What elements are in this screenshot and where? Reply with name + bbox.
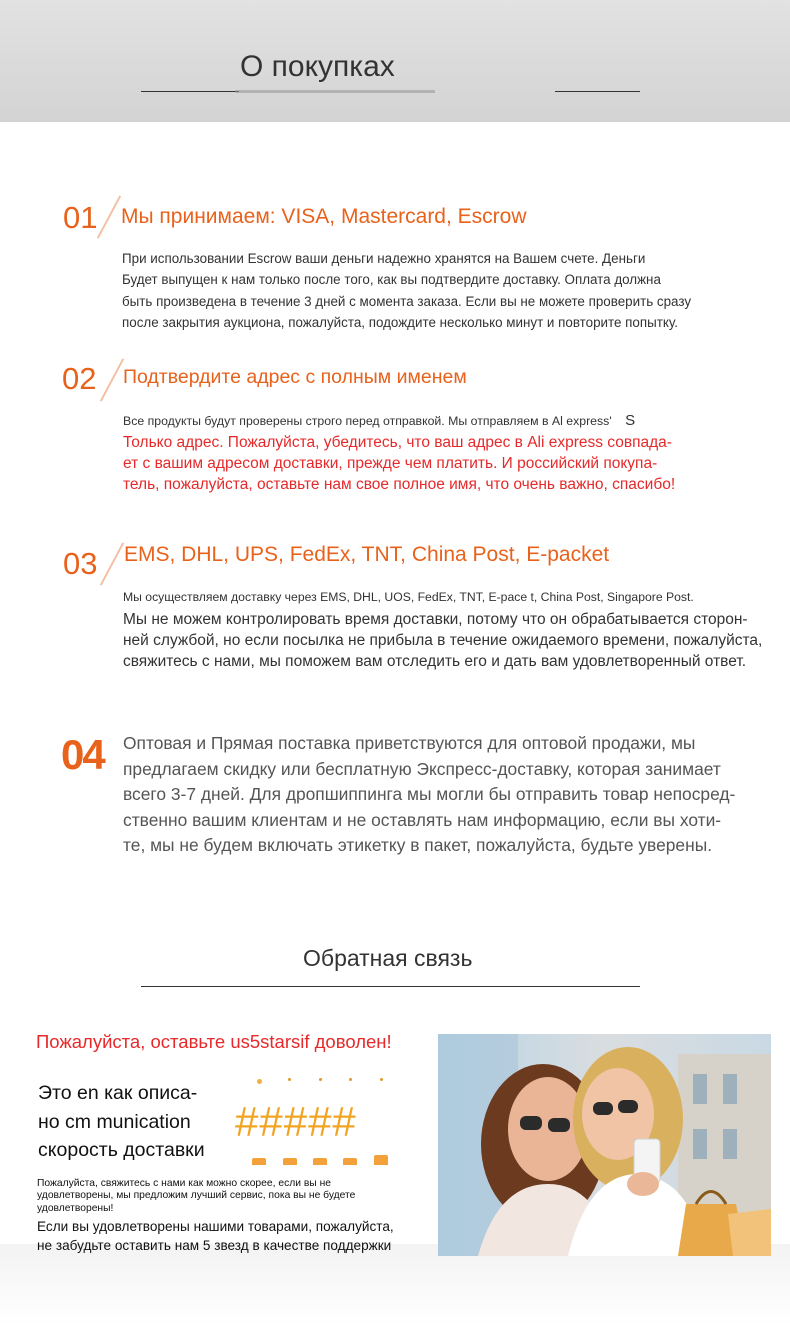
note-line: удовлетворены! [37,1202,114,1214]
body-line: Мы не можем контролировать время доставки, потому что он обрабатывается сторон- [123,611,748,628]
body-line: Только адрес. Пожалуйста, убедитесь, что ваш адрес в Ali express совпада- [123,434,672,451]
body-line-suffix: S [625,412,636,429]
body-line: Будет выпущен к нам только после того, как вы подтвердите доставку. Оплата должна [122,272,661,288]
section-number: 01 [63,200,98,235]
note-line: удовлетворены, мы предложим лучший сервис, пока вы не будете [37,1190,356,1202]
header-line-right [555,91,640,92]
section-title: EMS, DHL, UPS, FedEx, TNT, China Post, E-packet [124,543,610,566]
star-icon [343,1158,357,1165]
body-line: ет с вашим адресом доставки, прежде чем платить. И российский покупа- [123,455,658,472]
star-dot [288,1078,291,1081]
section-body [123,731,735,859]
section-number-clip [61,731,104,779]
body-line: после закрытия аукциона, пожалуйста, подождите несколько минут и повторите попытку. [122,314,678,330]
rating-label: скорость доставки [38,1139,205,1161]
body-line: ственно вашим клиентам и не оставлять нам информацию, если вы хоти- [123,809,722,830]
section-number: 04 [61,731,104,778]
body-line: Все продукты будут проверены строго перед отправкой. Мы отправляем в Al express' [123,414,612,428]
body-line: ней службой, но если посылка не прибыла в течение ожидаемого времени, пожалуйста, [123,632,763,649]
body-line: Мы осуществляем доставку через EMS, DHL, UOS, FedEx, TNT, E-pace t, China Post, Singapore Post. [123,590,694,604]
rating-label: Это en как описа- [38,1082,198,1104]
body-line: всего 3-7 дней. Для дропшиппинга мы могли бы отправить товар непосред- [123,784,736,804]
star-rating-icons: ##### [235,1098,357,1145]
section-body [122,248,691,333]
body-line: предлагаем скидку или бесплатную Экспресс-доставку, которая занимает [123,758,721,779]
star-dot [349,1078,352,1081]
photo-illustration [438,1034,771,1256]
star-dot [380,1078,383,1081]
feedback-request-text: Пожалуйста, оставьте us5starsif доволен! [36,1031,392,1052]
header-banner [0,0,790,122]
number-slash-decoration [100,542,124,585]
note-line: Если вы удовлетворены нашими товарами, пожалуйста, [37,1219,394,1234]
feedback-footer-note [37,1218,394,1255]
body-line: При использовании Escrow ваши деньги надежно хранятся на Вашем счете. Деньги [122,251,646,266]
section-body [123,609,762,672]
feedback-divider [141,986,640,987]
star-icon [252,1158,266,1165]
header-underline-blur [235,90,435,93]
bottom-fade [0,1244,790,1326]
section-number: 02 [62,361,97,396]
body-line: тель, пожалуйста, оставьте нам свое полное имя, что очень важно, спасибо! [123,476,676,493]
note-line: не забудьте оставить нам 5 звезд в качестве поддержки [37,1237,392,1253]
star-dot [257,1079,262,1084]
section-title: Мы принимаем: VISA, Mastercard, Escrow [121,205,527,228]
photo-two-women-shopping [438,1034,771,1256]
star-icon [283,1158,297,1165]
page-title: О покупках [240,50,395,83]
star-icon [313,1158,327,1165]
rating-labels [38,1079,205,1165]
note-line: Пожалуйста, свяжитесь с нами как можно скорее, если вы не [37,1178,331,1189]
number-slash-decoration [100,358,124,401]
rating-label: но cm munication [38,1110,191,1133]
number-slash-decoration [97,195,121,238]
body-line: те, мы не будем включать этикетку в пакет, пожалуйста, будьте уверены. [123,835,713,855]
section-number: 03 [63,546,98,581]
star-icon [374,1155,388,1165]
body-line: быть произведена в течение 3 дней с момента заказа. Если вы не можете проверить сразу [122,293,692,309]
section-body-first-line [123,410,635,432]
section-body-red [123,432,675,495]
body-line: свяжитесь с нами, мы поможем вам отследить его и дать вам удовлетворенный ответ. [123,653,747,670]
feedback-title: Обратная связь [303,945,473,971]
header-line-left [141,91,239,92]
section-title: Подтвердите адрес с полным именем [123,366,467,388]
body-line: Оптовая и Прямая поставка приветствуются для оптовой продажи, мы [123,733,696,753]
feedback-small-note [37,1178,355,1215]
star-dot [319,1078,322,1081]
